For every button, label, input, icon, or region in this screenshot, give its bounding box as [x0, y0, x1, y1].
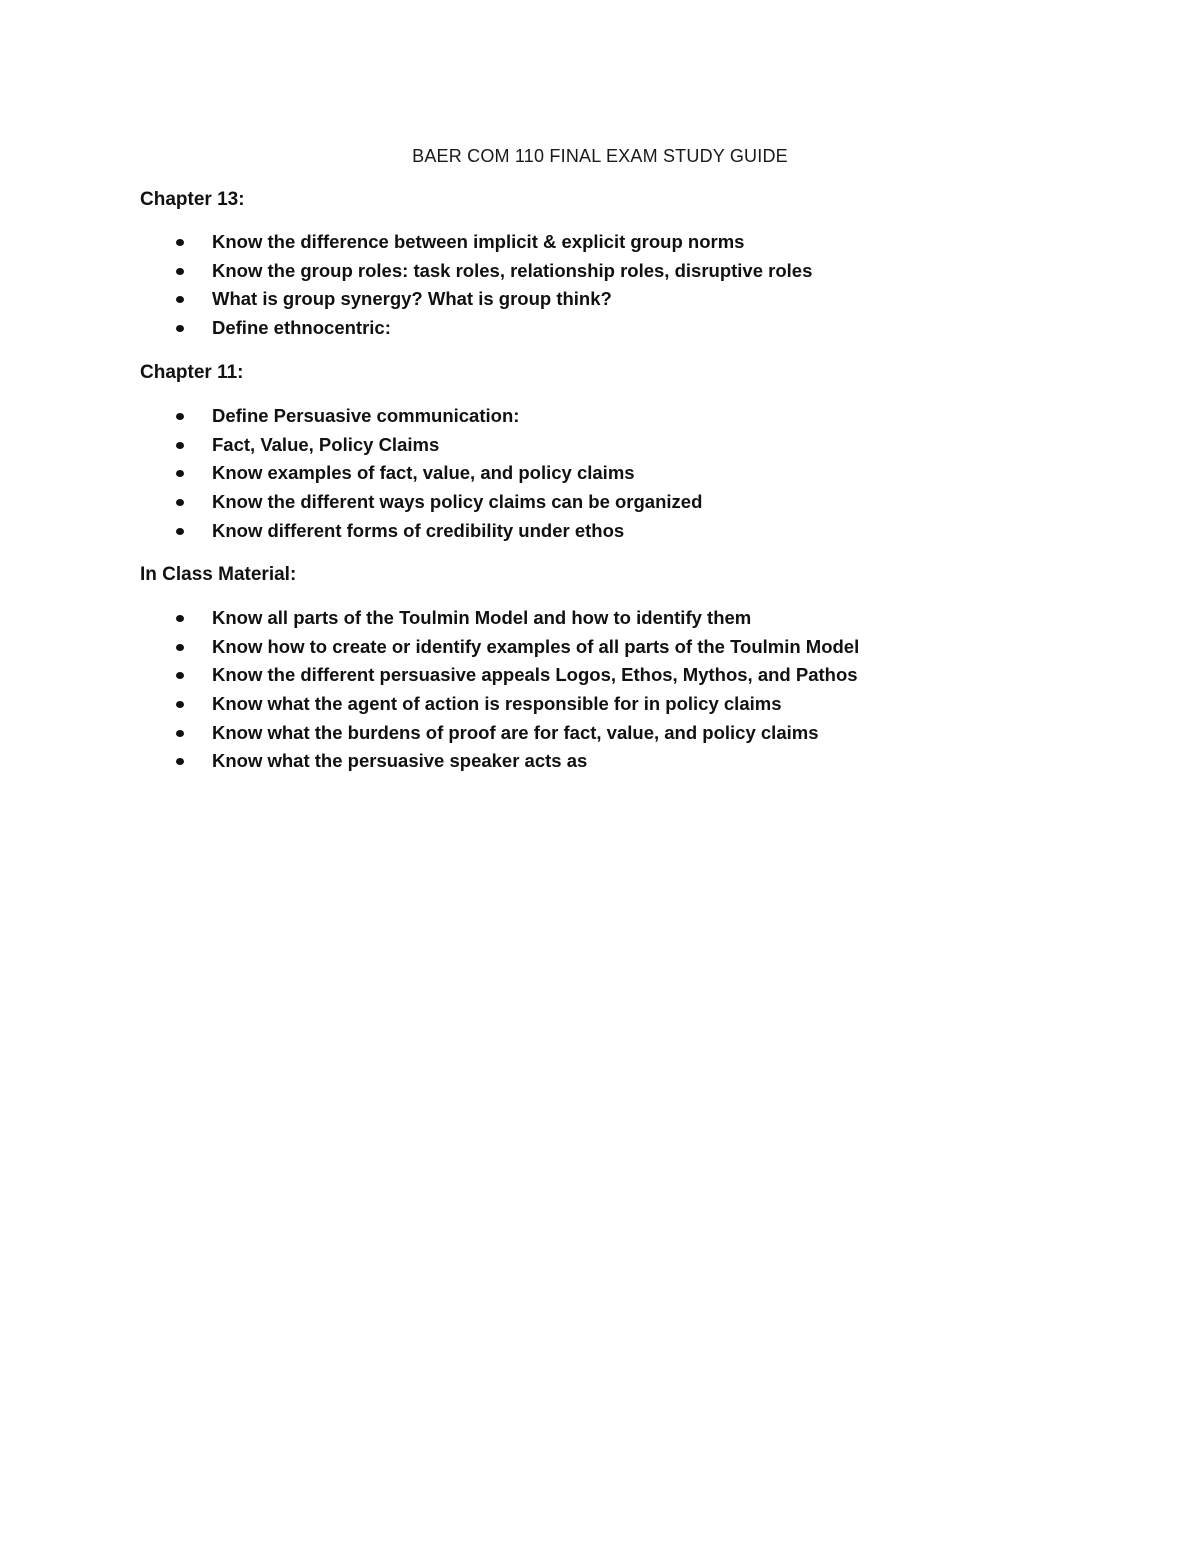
list-item [174, 257, 812, 286]
list-item [174, 517, 702, 546]
bullet-icon [176, 470, 184, 477]
list-item-text: Know what the agent of action is responsible for in policy claims [212, 693, 782, 715]
bullet-icon [176, 296, 184, 303]
section-chapter-13 [140, 188, 1040, 339]
bullet-list [174, 604, 859, 776]
section-heading: In Class Material: [140, 564, 297, 585]
list-item [174, 314, 812, 343]
list-item [174, 661, 859, 690]
list-item-text: Know the group roles: task roles, relationship roles, disruptive roles [212, 259, 813, 281]
section-in-class-material [140, 563, 1040, 772]
list-item-text: Know what the persuasive speaker acts as [212, 750, 588, 772]
list-item [174, 402, 702, 431]
list-item [174, 459, 702, 488]
bullet-icon [176, 442, 184, 449]
bullet-icon [176, 758, 184, 765]
list-item-text: Know all parts of the Toulmin Model and how to identify them [212, 607, 752, 628]
bullet-icon [176, 413, 184, 420]
section-chapter-11 [140, 361, 1040, 541]
bullet-list [174, 402, 702, 545]
bullet-icon [176, 644, 184, 651]
list-item-text: Know how to create or identify examples of all parts of the Toulmin Model [212, 635, 860, 657]
bullet-icon [176, 268, 184, 275]
list-item-text: Know the difference between implicit & explicit group norms [212, 231, 745, 252]
list-item [174, 285, 812, 314]
list-item [174, 488, 702, 517]
bullet-icon [176, 528, 184, 535]
list-item [174, 604, 859, 633]
document-title: BAER COM 110 FINAL EXAM STUDY GUIDE [412, 146, 788, 166]
bullet-icon [176, 499, 184, 506]
list-item-text: Fact, Value, Policy Claims [212, 433, 440, 455]
bullet-icon [176, 701, 184, 708]
bullet-icon [176, 615, 184, 622]
list-item-text: Know what the burdens of proof are for fact, value, and policy claims [212, 721, 819, 743]
list-item-text: Know examples of fact, value, and policy claims [212, 462, 635, 484]
bullet-icon [176, 325, 184, 332]
list-item [174, 633, 859, 662]
list-item [174, 431, 702, 460]
list-item-text: Know the different ways policy claims can be organized [212, 491, 703, 513]
bullet-icon [176, 730, 184, 737]
bullet-icon [176, 672, 184, 679]
bullet-icon [176, 239, 184, 246]
list-item-text: Define ethnocentric: [212, 317, 391, 339]
list-item [174, 719, 859, 748]
list-item-text: Know the different persuasive appeals Logos, Ethos, Mythos, and Pathos [212, 664, 858, 686]
list-item [174, 228, 812, 257]
list-item-text: Define Persuasive communication: [212, 405, 520, 426]
section-heading: Chapter 13: [140, 189, 245, 210]
section-heading: Chapter 11: [140, 362, 244, 383]
list-item [174, 747, 859, 776]
list-item-text: Know different forms of credibility under ethos [212, 519, 625, 541]
list-item [174, 690, 859, 719]
list-item-text: What is group synergy? What is group think? [212, 288, 612, 310]
bullet-list [174, 228, 812, 343]
